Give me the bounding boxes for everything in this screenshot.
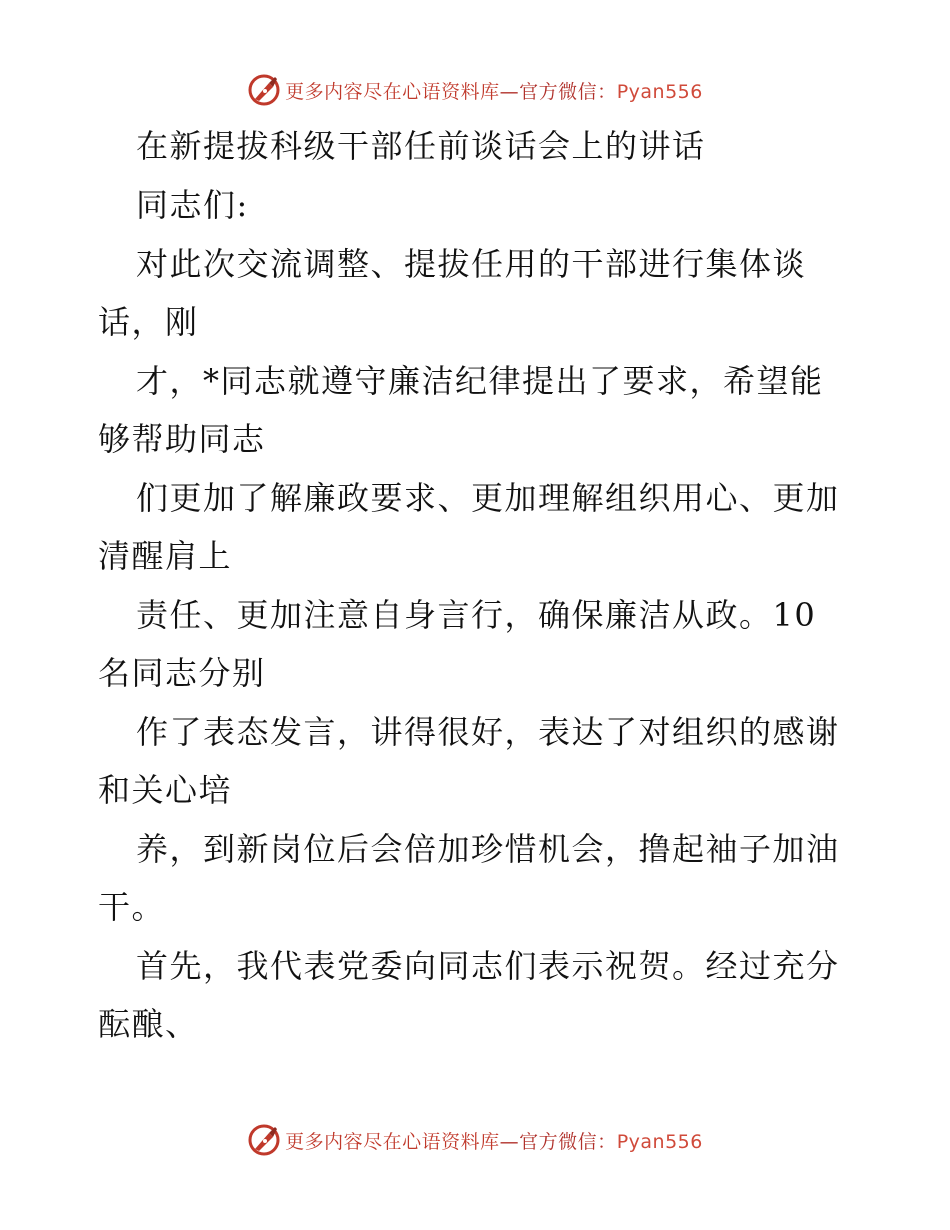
paragraph-line: 责任、更加注意自身言行，确保廉洁从政。10 xyxy=(136,596,817,634)
paragraph-line: 们更加了解廉政要求、更加理解组织用心、更加 xyxy=(136,479,840,517)
paragraph-line: 首先，我代表党委向同志们表示祝贺。经过充分 xyxy=(136,947,840,985)
paragraph-line: 才，*同志就遵守廉洁纪律提出了要求，希望能 xyxy=(136,362,824,400)
header-watermark-banner xyxy=(0,70,950,110)
paragraph-line: 对此次交流调整、提拔任用的干部进行集体谈 xyxy=(136,245,807,283)
paragraph-line: 作了表态发言，讲得很好，表达了对组织的感谢 xyxy=(136,713,840,751)
salutation-line: 同志们: xyxy=(136,186,249,224)
paragraph-line: 酝酿、 xyxy=(98,1005,199,1043)
paragraph-line: 清醒肩上 xyxy=(98,537,233,575)
footer-watermark-banner xyxy=(0,1120,950,1160)
document-title: 在新提拔科级干部任前谈话会上的讲话 xyxy=(136,127,706,165)
paragraph-line: 养，到新岗位后会倍加珍惜机会，撸起袖子加油 xyxy=(136,830,840,868)
paragraph-line: 话，刚 xyxy=(98,303,199,341)
paragraph-line: 够帮助同志 xyxy=(98,420,266,458)
paragraph-line: 和关心培 xyxy=(98,771,233,809)
paragraph-line: 干。 xyxy=(98,888,166,926)
header-banner-text: 更多内容尽在心语资料库—官方微信：Pyan556 xyxy=(285,80,703,103)
paragraph-line: 名同志分别 xyxy=(98,654,266,692)
pen-nib-logo-icon xyxy=(247,1123,281,1157)
pen-nib-logo-icon xyxy=(247,73,281,107)
footer-banner-text: 更多内容尽在心语资料库—官方微信：Pyan556 xyxy=(285,1130,703,1153)
